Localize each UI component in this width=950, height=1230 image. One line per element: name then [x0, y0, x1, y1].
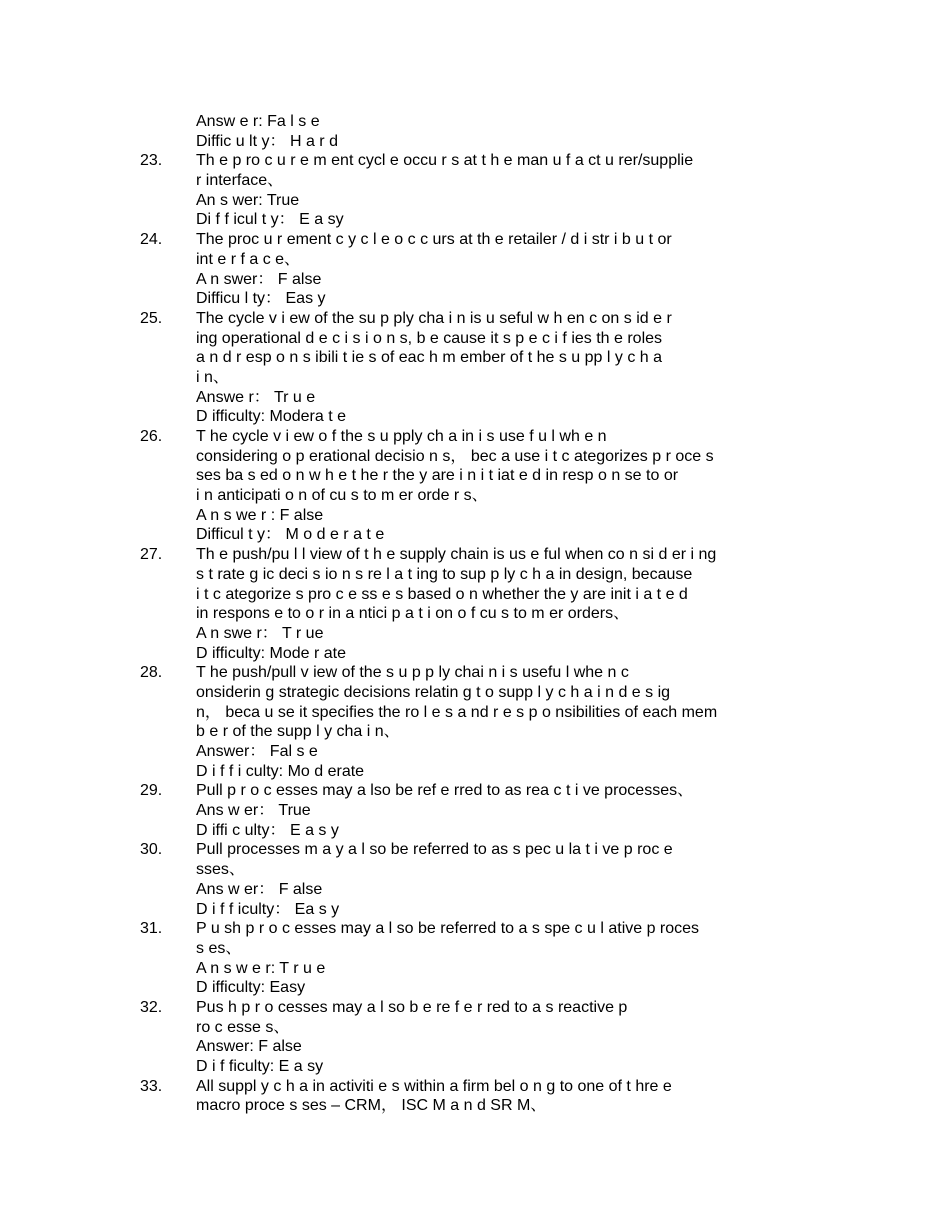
- question-29-difficulty: [0, 821, 950, 841]
- question-number: 33.: [140, 1077, 163, 1095]
- question-28-line: [0, 663, 950, 683]
- question-number: 23.: [140, 152, 163, 170]
- question-text: The cycle v i ew of the su p ply cha i n is u seful w h en c on s id e r: [196, 309, 672, 327]
- question-28-line: [0, 683, 950, 703]
- question-27-difficulty: [0, 644, 950, 664]
- question-31-line: [0, 919, 950, 939]
- question-26-line: [0, 486, 950, 506]
- question-text: in respons e to o r in a ntici p a t i on o f cu s to m er orders、: [196, 605, 630, 623]
- question-text: Th e push/pu l l view of t h e supply chain is us e ful when co n si d er i ng: [196, 546, 717, 564]
- question-number: 24.: [140, 231, 163, 249]
- question-number: 29.: [140, 782, 163, 800]
- question-text: onsiderin g strategic decisions relatin g t o supp l y c h a i n d e s ig: [196, 683, 671, 701]
- question-30-line: [0, 840, 950, 860]
- question-28-difficulty: [0, 762, 950, 782]
- question-26-line: [0, 447, 950, 467]
- question-text: s es、: [196, 939, 242, 957]
- difficulty-text: Difficul t y： M o d e r a t e: [196, 526, 385, 544]
- answer-text: Answe r： Tr u e: [196, 388, 316, 406]
- question-28-answer: [0, 742, 950, 762]
- answer-text: Answer: F alse: [196, 1038, 302, 1056]
- question-29-answer: [0, 801, 950, 821]
- question-23-difficulty: [0, 210, 950, 230]
- question-text: ro c esse s、: [196, 1018, 290, 1036]
- question-number: 32.: [140, 998, 163, 1016]
- question-31-difficulty: [0, 978, 950, 998]
- question-number: 25.: [140, 309, 163, 327]
- question-24-answer: [0, 270, 950, 290]
- question-number: 26.: [140, 428, 163, 445]
- question-25-line: [0, 329, 950, 349]
- answer-text: Answ e r: Fa l s e: [196, 113, 320, 130]
- question-26-difficulty: [0, 525, 950, 545]
- question-27-line: [0, 585, 950, 605]
- question-text: sses、: [196, 861, 245, 879]
- difficulty-text: D i f f iculty： Ea s y: [196, 900, 340, 918]
- question-26-line: [0, 427, 950, 447]
- question-23-answer: [0, 191, 950, 211]
- question-30-difficulty: [0, 900, 950, 920]
- question-28-line: [0, 703, 950, 723]
- difficulty-text: D ifficulty: Modera t e: [196, 408, 346, 426]
- question-text: ing operational d e c i s i o n s, b e cause it s p e c i f ies th e roles: [196, 329, 663, 347]
- question-number: 28.: [140, 664, 163, 682]
- difficulty-text: D ifficulty: Easy: [196, 979, 306, 997]
- question-text: macro proce s ses – CRM， ISC M a n d SR M、: [196, 1097, 547, 1115]
- question-26-answer: [0, 506, 950, 526]
- question-text: n， beca u se it specifies the ro l e s a nd r e s p o nsibilities of each mem: [196, 703, 718, 721]
- question-26-line: [0, 466, 950, 486]
- answer-text: A n swer： F alse: [196, 270, 322, 288]
- question-25-line: [0, 348, 950, 368]
- question-25-answer: [0, 388, 950, 408]
- answer-text: Ans w er： True: [196, 802, 311, 820]
- question-27-line: [0, 545, 950, 565]
- question-text: a n d r esp o n s ibili t ie s of eac h m ember of t he s u pp l y c h a: [196, 349, 663, 367]
- question-32-answer: [0, 1037, 950, 1057]
- question-text: P u sh p r o c esses may a l so be referred to a s spe c u l ative p roces: [196, 920, 700, 938]
- question-25-difficulty: [0, 407, 950, 427]
- question-31-line: [0, 939, 950, 959]
- question-31-answer: [0, 959, 950, 979]
- question-32-line: [0, 998, 950, 1018]
- question-32-difficulty: [0, 1057, 950, 1077]
- difficulty-text: D iffi c ulty： E a s y: [196, 821, 339, 839]
- question-text: i t c ategorize s pro c e ss e s based o n whether the y are init i a t e d: [196, 585, 688, 603]
- question-32-line: [0, 1018, 950, 1038]
- question-24-line: [0, 230, 950, 250]
- difficulty-text: Diffic u lt y： H a r d: [196, 132, 338, 150]
- question-33-line: [0, 1096, 950, 1116]
- difficulty-text: Difficu l ty： Eas y: [196, 290, 326, 308]
- question-text: All suppl y c h a in activiti e s within a firm bel o n g to one of t hre e: [196, 1077, 672, 1095]
- question-number: 27.: [140, 546, 163, 564]
- answer-text: A n s we r : F alse: [196, 506, 324, 524]
- question-text: Th e p ro c u r e m ent cycl e occu r s at t h e man u f a ct u rer/supplie: [196, 152, 694, 170]
- difficulty-text: D ifficulty: Mode r ate: [196, 644, 346, 662]
- question-text: T he cycle v i ew o f the s u pply ch a in i s use f u l wh e n: [196, 428, 607, 445]
- question-23-line: [0, 171, 950, 191]
- question-27-answer: [0, 624, 950, 644]
- question-25-line: [0, 309, 950, 329]
- answer-text: A n s w e r: T r u e: [196, 959, 326, 977]
- question-29-line: [0, 781, 950, 801]
- question-text: The proc u r ement c y c l e o c c urs at th e retailer / d i str i b u t or: [196, 231, 672, 249]
- question-33-line: [0, 1077, 950, 1097]
- difficulty-text: Di f f icul t y： E a sy: [196, 211, 344, 229]
- question-text: b e r of the supp l y cha i n、: [196, 723, 400, 741]
- question-30-answer: [0, 880, 950, 900]
- question-27-line: [0, 565, 950, 585]
- previous-difficulty: [0, 132, 950, 152]
- difficulty-text: D i f ficulty: E a sy: [196, 1058, 324, 1075]
- question-number: 30.: [140, 841, 163, 859]
- difficulty-text: D i f f i culty: Mo d erate: [196, 762, 365, 780]
- question-24-difficulty: [0, 289, 950, 309]
- question-28-line: [0, 722, 950, 742]
- question-text: s t rate g ic deci s io n s re l a t ing to sup p ly c h a in design, because: [196, 565, 693, 583]
- previous-answer: [0, 112, 950, 132]
- question-text: considering o p erational decisio n s， bec a use i t c ategorizes p r oce s: [196, 447, 714, 465]
- question-text: Pus h p r o cesses may a l so b e re f e r red to a s reactive p: [196, 998, 628, 1016]
- question-24-line: [0, 250, 950, 270]
- answer-text: Ans w er： F alse: [196, 880, 323, 898]
- question-25-line: [0, 368, 950, 388]
- question-23-line: [0, 151, 950, 171]
- answer-text: A n swe r： T r ue: [196, 624, 324, 642]
- question-text: T he push/pull v iew of the s u p p ly chai n i s usefu l whe n c: [196, 664, 629, 682]
- question-number: 31.: [140, 920, 163, 938]
- answer-text: An s wer: True: [196, 191, 300, 209]
- document-page: [0, 112, 950, 1116]
- question-text: Pull processes m a y a l so be referred to as s pec u la t i ve p roc e: [196, 841, 673, 859]
- question-text: i n anticipati o n of cu s to m er orde r s、: [196, 487, 488, 505]
- question-text: int e r f a c e、: [196, 250, 301, 268]
- question-27-line: [0, 604, 950, 624]
- question-text: r interface、: [196, 172, 284, 190]
- question-text: Pull p r o c esses may a lso be ref e rred to as rea c t i ve processes、: [196, 782, 694, 800]
- answer-text: Answer： Fal s e: [196, 743, 318, 760]
- question-30-line: [0, 860, 950, 880]
- question-text: i n、: [196, 368, 229, 386]
- question-text: ses ba s ed o n w h e t he r the y are i n i t iat e d in resp o n se to or: [196, 467, 679, 485]
